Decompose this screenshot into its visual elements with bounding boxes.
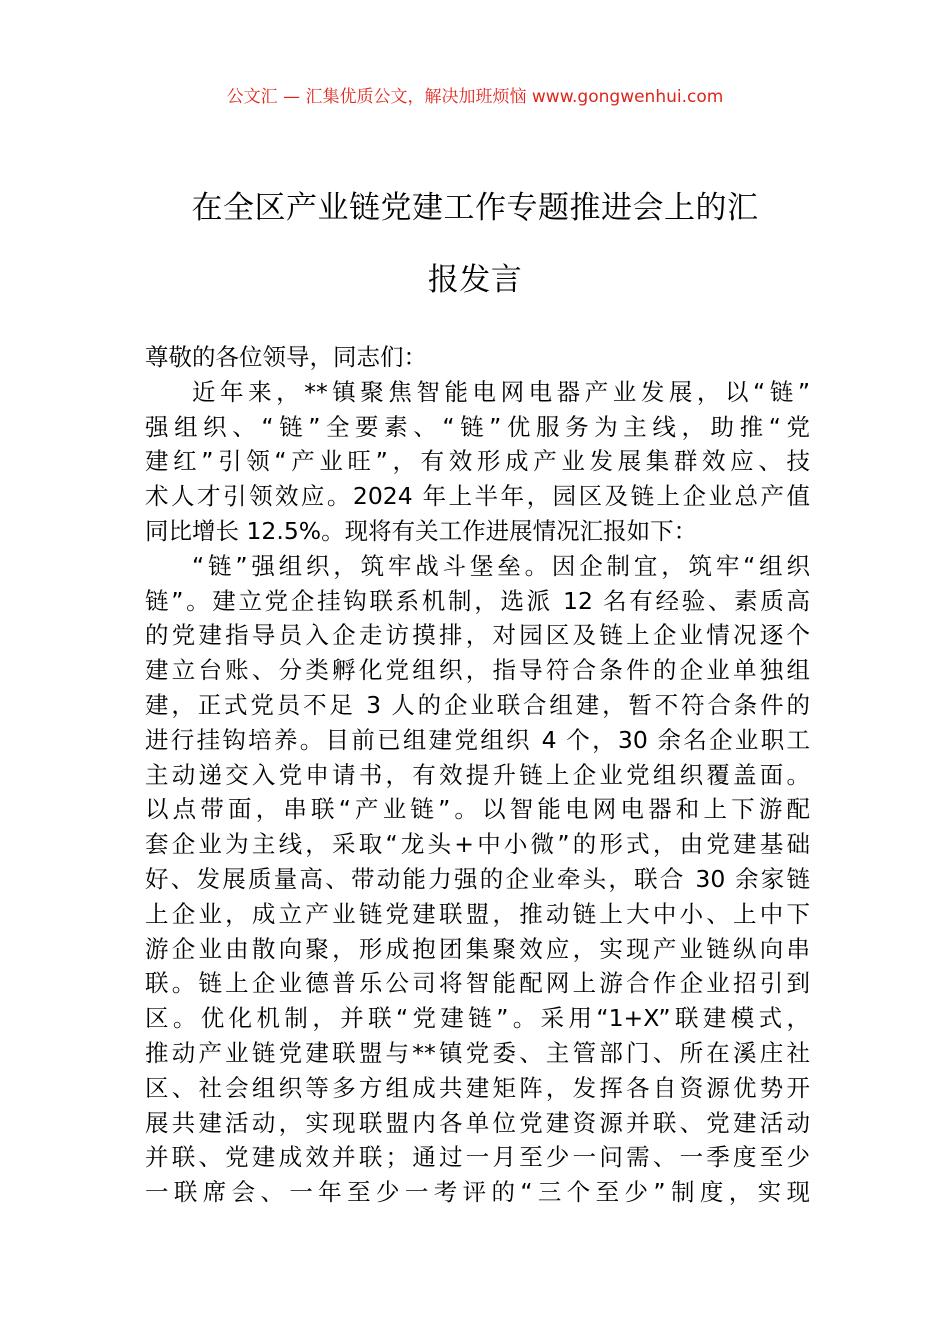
body-line: 以点带面，串联“产业链”。以智能电网电器和上下游配: [145, 795, 810, 824]
body-line: 强组织、“链”全要素、“链”优服务为主线，助推“党: [145, 412, 810, 441]
body-line: 同比增长 12.5%。现将有关工作进展情况汇报如下：: [145, 516, 698, 545]
body-line: 游企业由散向聚，形成抱团集聚效应，实现产业链纵向串: [145, 934, 810, 963]
body-line: 区。优化机制，并联“党建链”。采用“1+X”联建模式，: [145, 1004, 810, 1033]
header-banner[interactable]: 公文汇 — 汇集优质公文，解决加班烦恼 www.gongwenhui.com: [226, 87, 724, 107]
body-line: “链”强组织，筑牢战斗堡垒。因企制宜，筑牢“组织: [192, 551, 810, 580]
body-line: 主动递交入党申请书，有效提升链上企业党组织覆盖面。: [145, 760, 810, 789]
body-line: 建红”引领“产业旺”，有效形成产业发展集群效应、技: [145, 447, 810, 476]
body-line: 联。链上企业德普乐公司将智能配网上游合作企业招引到: [145, 969, 810, 998]
salutation: 尊敬的各位领导，同志们：: [145, 343, 427, 371]
body-line: 展共建活动，实现联盟内各单位党建资源并联、党建活动: [145, 1108, 810, 1137]
body-line: 建，正式党员不足 3 人的企业联合组建，暂不符合条件的: [145, 690, 810, 719]
body-line: 进行挂钩培养。目前已组建党组织 4 个，30 余名企业职工: [145, 725, 810, 754]
body-line: 区、社会组织等多方组成共建矩阵，发挥各自资源优势开: [145, 1073, 810, 1102]
body-line: 术人才引领效应。2024 年上半年，园区及链上企业总产值: [145, 482, 810, 511]
body-line: 链”。建立党企挂钩联系机制，选派 12 名有经验、素质高: [145, 586, 810, 615]
body-line: 推动产业链党建联盟与**镇党委、主管部门、所在溪庄社: [145, 1038, 810, 1067]
body-line: 套企业为主线，采取“龙头+中小微”的形式，由党建基础: [145, 830, 810, 859]
title-line: 在全区产业链党建工作专题推进会上的汇: [191, 190, 759, 226]
body-line: 一联席会、一年至少一考评的“三个至少”制度，实现: [145, 1178, 810, 1207]
body-line: 好、发展质量高、带动能力强的企业牵头，联合 30 余家链: [145, 864, 810, 893]
body-line: 上企业，成立产业链党建联盟，推动链上大中小、上中下: [145, 899, 810, 928]
body-line: 建立台账、分类孵化党组织，指导符合条件的企业单独组: [145, 656, 810, 685]
document-body: [145, 340, 810, 1210]
body-line: 并联、党建成效并联；通过一月至少一问需、一季度至少: [145, 1143, 810, 1172]
title-line: 报发言: [427, 262, 523, 298]
body-line: 的党建指导员入企走访摸排，对园区及链上企业情况逐个: [145, 621, 810, 650]
document-title: [140, 172, 810, 316]
body-line: 近年来，**镇聚焦智能电网电器产业发展，以“链”: [192, 377, 810, 406]
